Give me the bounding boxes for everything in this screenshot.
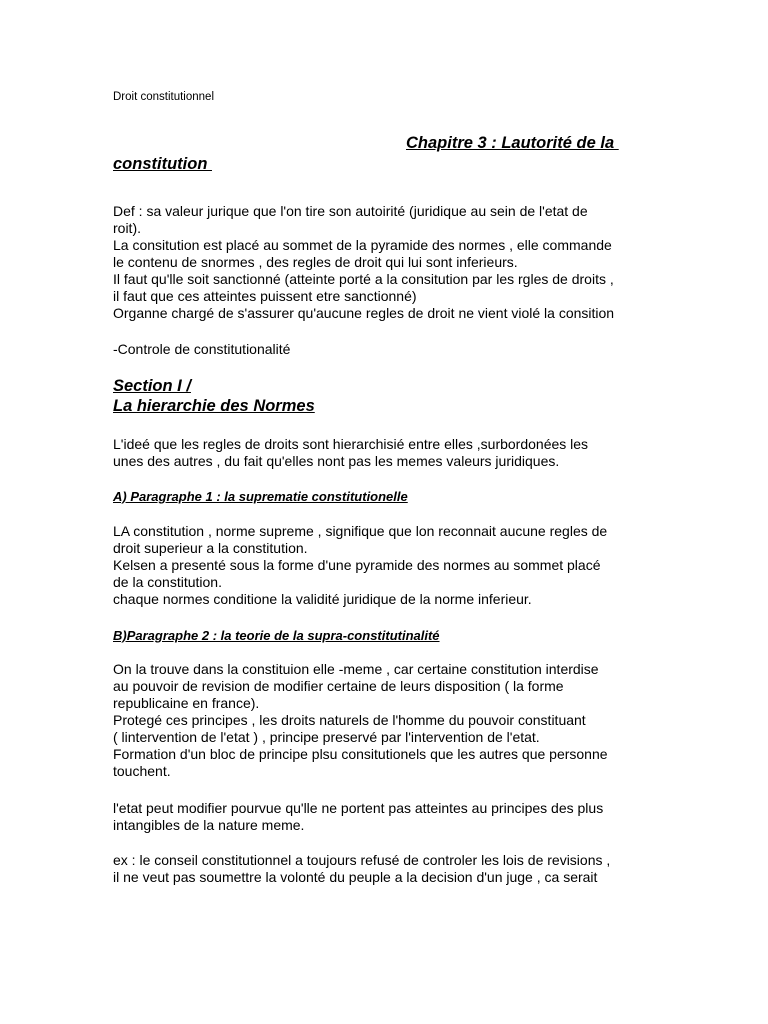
intro-paragraph: [113, 203, 673, 322]
section-intro-line: unes des autres , du fait qu'elles nont pas les memes valeurs juridiques.: [113, 453, 560, 469]
paragraph2-line: au pouvoir de revision de modifier certaine de leurs disposition ( la forme: [113, 678, 564, 694]
section-title-line2: La hierarchie des Normes: [113, 397, 315, 415]
paragraph1-line: droit superieur a la constitution.: [113, 540, 308, 556]
intro-line: Organne chargé de s'assurer qu'aucune regles de droit ne vient violé la consition: [113, 305, 615, 321]
paragraph2-line: intangibles de la nature meme.: [113, 817, 305, 833]
intro-line: le contenu de snormes , des regles de droit qui lui sont inferieurs.: [113, 254, 518, 270]
controle-text: -Controle de constitutionalité: [113, 341, 291, 357]
chapter-title-line2: constitution: [113, 155, 212, 173]
chapter-title: [113, 133, 673, 174]
paragraph2-line: republicaine en france).: [113, 695, 260, 711]
section-title: [113, 376, 315, 416]
paragraph2-line: ex : le conseil constitutionnel a toujours refusé de controler les lois de revisions ,: [113, 852, 611, 868]
section-intro-line: L'ideé que les regles de droits sont hierarchisié entre elles ,surbordonées les: [113, 436, 589, 452]
paragraph2-line: Formation d'un bloc de principe plsu consitutionels que les autres que personne: [113, 746, 608, 762]
intro-line: Il faut qu'lle soit sanctionné (atteinte porté a la consitution par les rgles de droits ,: [113, 271, 614, 287]
paragraph1-line: de la constitution.: [113, 574, 222, 590]
paragraph1-body: [113, 523, 673, 608]
paragraph1-line: LA constitution , norme supreme , signifique que lon reconnait aucune regles de: [113, 523, 608, 539]
paragraph2-heading: B)Paragraphe 2 : la teorie de la supra-constitutinalité: [113, 628, 440, 643]
section-title-line1: Section I /: [113, 377, 191, 395]
paragraph2-line: l'etat peut modifier pourvue qu'lle ne portent pas atteintes au principes des plus: [113, 800, 604, 816]
paragraph2-line: il ne veut pas soumettre la volonté du peuple a la decision d'un juge , ca serait: [113, 869, 598, 885]
document-header: Droit constitutionnel: [113, 91, 214, 103]
paragraph1-line: Kelsen a presenté sous la forme d'une pyramide des normes au sommet placé: [113, 557, 601, 573]
intro-line: Def : sa valeur jurique que l'on tire son autoirité (juridique au sein de l'etat de: [113, 203, 588, 219]
controle-line: [113, 341, 673, 358]
paragraph2-line: touchent.: [113, 763, 171, 779]
paragraph2-line: ( lintervention de l'etat ) , principe preservé par l'intervention de l'etat.: [113, 729, 540, 745]
intro-line: il faut que ces atteintes puissent etre sanctionné): [113, 288, 417, 304]
paragraph1-heading: A) Paragraphe 1 : la suprematie constitutionelle: [113, 489, 408, 504]
chapter-title-line1: Chapitre 3 : Lautorité de la: [406, 134, 619, 152]
intro-line: roit).: [113, 220, 141, 236]
paragraph2-body-2: [113, 800, 673, 834]
paragraph1-line: chaque normes conditione la validité juridique de la norme inferieur.: [113, 591, 532, 607]
intro-line: La consitution est placé au sommet de la pyramide des normes , elle commande: [113, 237, 612, 253]
paragraph2-line: On la trouve dans la constituion elle -meme , car certaine constitution interdise: [113, 661, 599, 677]
paragraph2-body: [113, 661, 673, 780]
paragraph2-line: Protegé ces principes , les droits naturels de l'homme du pouvoir constituant: [113, 712, 586, 728]
section-intro-paragraph: [113, 436, 673, 470]
paragraph2-body-3: [113, 852, 673, 886]
